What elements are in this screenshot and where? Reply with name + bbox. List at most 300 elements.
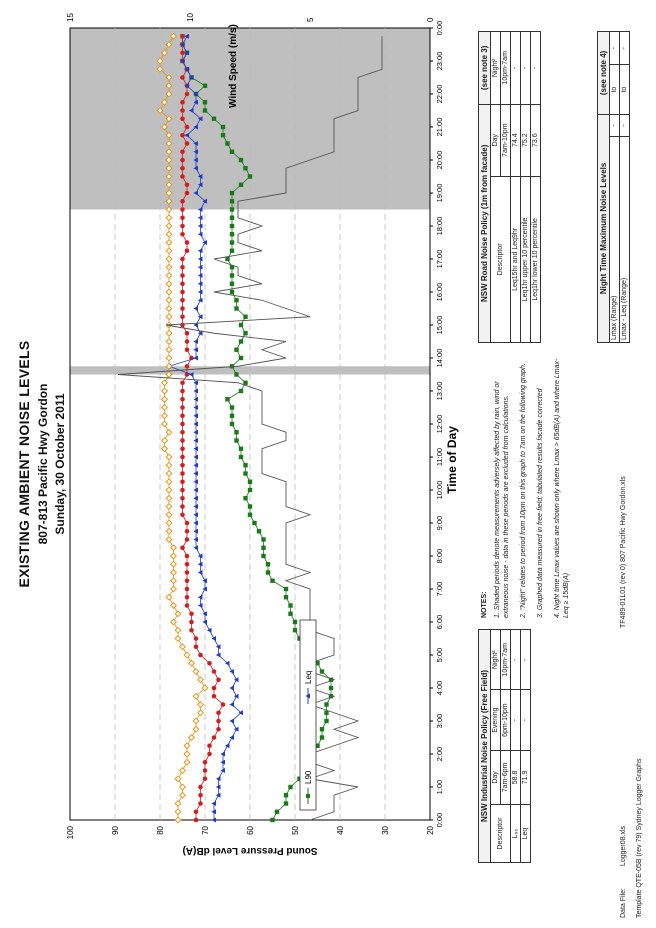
y-tick-label: 60 — [246, 826, 255, 835]
series-l90-point — [284, 801, 288, 805]
night-table-title: Night Time Maximum Noise Levels — [598, 114, 610, 342]
series-l10-point — [221, 702, 226, 707]
cell: - — [521, 32, 531, 105]
note-2: 2. "Night" relates to period from 10pm on this graph to 7am on the following graph. — [520, 363, 527, 618]
series-l10-point — [198, 801, 203, 806]
x-tick-label: 0:00 — [435, 812, 444, 828]
series-l90-point — [324, 702, 328, 706]
series-l10-point — [185, 578, 190, 583]
series-lmax-point — [175, 627, 181, 633]
series-l10-point — [203, 760, 208, 765]
y-tick-label: 80 — [156, 826, 165, 835]
series-lmax-point — [171, 578, 177, 584]
series-l10-point — [180, 306, 185, 311]
legend-l90-label: L90 — [304, 770, 313, 784]
legend-l90-marker — [306, 794, 310, 798]
series-lmax-point — [198, 702, 204, 708]
series-l90-point — [243, 166, 247, 170]
series-l90-point — [230, 240, 234, 244]
road-col-night-range: 10pm-7am — [501, 32, 511, 105]
series-lmax-point — [166, 504, 172, 510]
series-lmax-point — [175, 636, 181, 642]
note-1: 1. Shaded periods denote measurements adversely affected by rain, wind or extraneous noise - data in these periods are excluded from calculations. — [494, 381, 510, 618]
series-l90-point — [243, 496, 247, 500]
series-lmax-point — [162, 380, 168, 386]
series-l90-point — [239, 158, 243, 162]
series-l90-point — [252, 521, 256, 525]
series-l10-point — [185, 191, 190, 196]
x-tick-label: 6:00 — [435, 614, 444, 630]
y-tick-label: 90 — [111, 826, 120, 835]
series-lmax-point — [166, 462, 172, 468]
industrial-col-day-range: 7am-6pm — [501, 750, 511, 804]
series-lmax-point — [166, 306, 172, 312]
series-l90-point — [248, 174, 252, 178]
y-tick-label: 20 — [426, 826, 435, 835]
series-l10-point — [185, 92, 190, 97]
x-tick-label: 12:00 — [435, 414, 444, 434]
series-l10-point — [198, 793, 203, 798]
series-l90-point — [266, 570, 270, 574]
series-l90-point — [230, 249, 234, 253]
industrial-noise-table — [478, 629, 531, 863]
y2-axis-title: Wind Speed (m/s) — [228, 24, 239, 108]
series-l10-point — [180, 323, 185, 328]
series-l90-point — [284, 793, 288, 797]
x-tick-label: 10:00 — [435, 480, 444, 500]
footer-data-file-name: Logger08.xls — [620, 825, 627, 867]
series-lmax-point — [180, 768, 186, 774]
series-lmax-point — [162, 421, 168, 427]
series-lmax-point — [166, 248, 172, 254]
series-lmax-point — [166, 231, 172, 237]
footer-data-file — [620, 826, 627, 918]
x-tick-label: 2:00 — [435, 746, 444, 762]
row-label: Lmax - Leq (Range) — [620, 137, 630, 343]
footer-template: Template QTE-05B (rev 79) Sydney Logger Graphs — [636, 758, 643, 918]
series-l10-point — [180, 438, 185, 443]
series-lmax-point — [162, 438, 168, 444]
series-l10-point — [185, 339, 190, 344]
industrial-descriptor-header: Descriptor — [491, 805, 511, 863]
series-l90-point — [270, 818, 274, 822]
series-lmax-point — [162, 413, 168, 419]
y2-tick-label: 15 — [66, 13, 75, 22]
x-axis-title: Time of Day — [445, 426, 459, 494]
series-lmax-point — [166, 289, 172, 295]
series-lmax-point — [166, 240, 172, 246]
series-lmax-point — [184, 743, 190, 749]
series-l90-point — [230, 290, 234, 294]
table-row — [521, 32, 531, 343]
footer-data-file-label: Data File: — [620, 888, 627, 918]
series-l10-point — [180, 380, 185, 385]
series-l90-point — [324, 711, 328, 715]
series-lmax-point — [166, 314, 172, 320]
x-tick-label: 1:00 — [435, 779, 444, 795]
y-tick-label: 100 — [66, 826, 75, 840]
series-l10-point — [185, 240, 190, 245]
series-l90-point — [225, 141, 229, 145]
series-l10-point — [185, 182, 190, 187]
series-l10-point — [185, 562, 190, 567]
series-lmax-point — [184, 759, 190, 765]
series-l10-point — [180, 512, 185, 517]
industrial-table-title: NSW Industrial Noise Policy (Free Field) — [479, 630, 491, 863]
row-label: Leq — [521, 805, 531, 863]
series-l10-point — [203, 768, 208, 773]
row-label: Lmax (Range) — [610, 137, 620, 343]
series-l10-point — [180, 100, 185, 105]
y-tick-label: 30 — [381, 826, 390, 835]
x-tick-label: 3:00 — [435, 713, 444, 729]
series-l10-point — [180, 479, 185, 484]
series-l10-point — [180, 207, 185, 212]
series-l90-point — [230, 207, 234, 211]
series-l90-point — [243, 463, 247, 467]
series-lmax-point — [180, 792, 186, 798]
series-l10-point — [180, 133, 185, 138]
road-noise-table — [478, 31, 541, 343]
series-l10-point — [180, 496, 185, 501]
y2-tick-label: 5 — [306, 17, 315, 22]
series-l10-point — [180, 232, 185, 237]
series-l10-point — [180, 158, 185, 163]
cell: 71.9 — [521, 750, 531, 804]
series-l90-point — [248, 480, 252, 484]
series-lmax-point — [166, 594, 172, 600]
series-l90-point — [261, 546, 265, 550]
series-l90-point — [243, 471, 247, 475]
series-l10-point — [180, 405, 185, 410]
series-l10-point — [185, 587, 190, 592]
series-l90-point — [221, 125, 225, 129]
cell: - — [511, 32, 521, 105]
series-l10-point — [185, 248, 190, 253]
series-l90-point — [320, 735, 324, 739]
series-l10-point — [180, 149, 185, 154]
series-l10-point — [185, 347, 190, 352]
series-lmax-point — [166, 264, 172, 270]
series-l10-point — [216, 719, 221, 724]
series-leq-point — [198, 314, 203, 319]
series-lmax-point — [198, 710, 204, 716]
note-4: 4. Night time Lmax values are shown only where Lmax > 65dB(A) and where Lmax-Leq ≥ 15dB(A) — [554, 358, 570, 618]
series-l90-point — [203, 100, 207, 104]
night-max-table — [597, 31, 630, 343]
x-tick-label: 9:00 — [435, 515, 444, 531]
series-l10-point — [185, 595, 190, 600]
series-lmax-point — [166, 297, 172, 303]
series-lmax-point — [166, 520, 172, 526]
series-l10-point — [180, 504, 185, 509]
series-lmax-point — [162, 446, 168, 452]
series-l90-point — [284, 587, 288, 591]
series-l90-point — [230, 191, 234, 195]
series-l90-point — [221, 133, 225, 137]
series-l10-point — [194, 818, 199, 823]
series-l90-point — [230, 414, 234, 418]
x-tick-label: 8:00 — [435, 548, 444, 564]
series-l90-point — [234, 348, 238, 352]
series-l10-point — [185, 603, 190, 608]
series-l10-point — [180, 455, 185, 460]
cell: - — [620, 32, 630, 65]
legend-leq-label: Leq — [304, 670, 313, 684]
cell: to — [620, 65, 630, 114]
series-l10-point — [194, 644, 199, 649]
series-l10-point — [180, 298, 185, 303]
series-l90-point — [270, 579, 274, 583]
series-l10-point — [180, 422, 185, 427]
series-lmax-point — [166, 281, 172, 287]
series-l10-point — [207, 743, 212, 748]
series-l90-point — [284, 595, 288, 599]
row-label: Leq1hr upper 10 percentile — [521, 176, 531, 342]
cell: - — [521, 630, 531, 690]
road-col-day: Day — [491, 104, 501, 176]
series-l10-point — [180, 174, 185, 179]
series-lmax-point — [175, 776, 181, 782]
series-l10-point — [212, 735, 217, 740]
x-tick-label: 22:00 — [435, 84, 444, 104]
series-lmax-point — [193, 726, 199, 732]
series-l10-point — [180, 389, 185, 394]
series-l90-point — [239, 455, 243, 459]
series-leq-point — [234, 694, 239, 699]
series-lmax-point — [171, 553, 177, 559]
series-l10-point — [185, 141, 190, 146]
x-tick-label: 18:00 — [435, 216, 444, 236]
series-l90-point — [275, 810, 279, 814]
x-tick-label: 0:00 — [435, 20, 444, 36]
series-l90-point — [243, 331, 247, 335]
series-l10-point — [180, 397, 185, 402]
series-lmax-point — [184, 652, 190, 658]
series-l90-point — [230, 405, 234, 409]
series-l10-point — [180, 199, 185, 204]
series-l10-point — [180, 257, 185, 262]
series-l90-point — [234, 430, 238, 434]
series-l90-point — [288, 612, 292, 616]
series-l90-point — [234, 438, 238, 442]
series-lmax-point — [171, 619, 177, 625]
series-l90-point — [234, 372, 238, 376]
series-l90-point — [230, 273, 234, 277]
series-lmax-point — [166, 273, 172, 279]
series-l10-point — [180, 224, 185, 229]
series-l90-point — [239, 339, 243, 343]
road-col-night: Night² — [491, 32, 501, 105]
series-lmax-point — [175, 801, 181, 807]
series-lmax-point — [166, 330, 172, 336]
series-l10-point — [180, 430, 185, 435]
series-lmax-point — [166, 479, 172, 485]
y2-tick-label: 10 — [186, 13, 195, 22]
series-l10-point — [180, 265, 185, 270]
series-lmax-point — [175, 809, 181, 815]
series-l10-point — [180, 281, 185, 286]
series-lmax-point — [166, 429, 172, 435]
road-descriptor-header: Descriptor — [491, 176, 511, 342]
series-l10-point — [198, 653, 203, 658]
series-l10-point — [180, 413, 185, 418]
series-l10-point — [180, 215, 185, 220]
series-l90-point — [248, 513, 252, 517]
table-row — [531, 32, 541, 343]
row-label: Leq1hr lower 10 percentile — [531, 176, 541, 342]
industrial-col-evening: Evening — [491, 690, 501, 750]
cell: - — [610, 32, 620, 65]
series-l90-point — [261, 537, 265, 541]
row-label: Leq15hr and Leq9hr — [511, 176, 521, 342]
note-3: 3. Graphed data measured in free-field; tabulated results facade corrected — [537, 388, 544, 618]
series-l10-point — [180, 273, 185, 278]
page-date: Sunday, 30 October 2011 — [53, 393, 67, 535]
x-tick-label: 13:00 — [435, 381, 444, 401]
series-l10-point — [216, 710, 221, 715]
y-tick-label: 70 — [201, 826, 210, 835]
industrial-col-day: Day — [491, 750, 501, 804]
series-l10-point — [185, 537, 190, 542]
series-l90-point — [324, 719, 328, 723]
series-lmax-point — [166, 347, 172, 353]
table-row — [521, 630, 531, 863]
cell: 74.4 — [511, 104, 521, 176]
series-leq-point — [229, 686, 234, 691]
series-l90-point — [225, 397, 229, 401]
series-l90-point — [239, 183, 243, 187]
series-l10-point — [180, 75, 185, 80]
series-leq-point — [193, 306, 198, 311]
series-lmax-point — [175, 611, 181, 617]
x-tick-label: 15:00 — [435, 315, 444, 335]
series-l90-point — [212, 117, 216, 121]
x-tick-label: 11:00 — [435, 447, 444, 467]
cell: - — [610, 114, 620, 136]
road-table-title: NSW Road Noise Policy (1m from facade) — [479, 104, 491, 342]
x-tick-label: 16:00 — [435, 282, 444, 302]
series-l10-point — [180, 446, 185, 451]
series-lmax-point — [171, 603, 177, 609]
series-lmax-point — [193, 669, 199, 675]
series-l90-point — [239, 447, 243, 451]
series-lmax-point — [166, 355, 172, 361]
series-l90-point — [230, 282, 234, 286]
table-row — [511, 32, 521, 343]
y2-tick-label: 0 — [426, 17, 435, 22]
y-tick-label: 40 — [336, 826, 345, 835]
series-l90-point — [261, 554, 265, 558]
series-l90-point — [243, 381, 247, 385]
series-l90-point — [320, 727, 324, 731]
series-lmax-point — [198, 677, 204, 683]
x-tick-label: 7:00 — [435, 581, 444, 597]
notes-block — [480, 353, 579, 618]
series-l90-point — [234, 298, 238, 302]
series-l90-point — [320, 669, 324, 673]
x-tick-label: 20:00 — [435, 150, 444, 170]
page-title: EXISTING AMBIENT NOISE LEVELS — [16, 340, 32, 588]
series-l10-point — [212, 669, 217, 674]
series-lmax-point — [166, 528, 172, 534]
series-l10-point — [185, 529, 190, 534]
series-l90-point — [248, 504, 252, 508]
cell: - — [620, 114, 630, 136]
cell: 58.8 — [511, 750, 521, 804]
cell: 75.2 — [521, 104, 531, 176]
series-lmax-point — [166, 495, 172, 501]
series-lmax-point — [166, 256, 172, 262]
series-l10-point — [194, 636, 199, 641]
series-l10-point — [207, 752, 212, 757]
x-tick-label: 19:00 — [435, 183, 444, 203]
cell: - — [511, 690, 521, 750]
series-l10-point — [185, 521, 190, 526]
series-leq-point — [211, 636, 216, 641]
series-leq-point — [225, 743, 230, 748]
series-lmax-point — [184, 751, 190, 757]
series-l10-point — [180, 314, 185, 319]
series-l90-point — [230, 422, 234, 426]
series-l90-point — [230, 232, 234, 236]
series-l90-point — [203, 108, 207, 112]
x-tick-label: 23:00 — [435, 51, 444, 71]
footer-ref: TF489-01L01 (rev 0) 807 Pacific Hwy Gordon.xls — [620, 476, 627, 628]
series-l90-point — [239, 389, 243, 393]
series-l10-point — [180, 290, 185, 295]
series-l10-point — [189, 628, 194, 633]
y-tick-label: 50 — [291, 826, 300, 835]
series-l90-point — [293, 628, 297, 632]
series-l90-point — [257, 529, 261, 533]
series-l10-point — [180, 463, 185, 468]
series-l10-point — [185, 554, 190, 559]
x-tick-label: 5:00 — [435, 647, 444, 663]
series-lmax-point — [166, 339, 172, 345]
series-l10-point — [180, 488, 185, 493]
series-lmax-point — [162, 405, 168, 411]
series-leq-point — [229, 702, 234, 707]
series-l90-point — [230, 199, 234, 203]
series-l10-point — [180, 50, 185, 55]
series-lmax-point — [166, 223, 172, 229]
series-l10-point — [203, 776, 208, 781]
series-l10-point — [180, 545, 185, 550]
series-lmax-point — [193, 718, 199, 724]
series-l90-point — [266, 562, 270, 566]
row-label: L₉₀ — [511, 805, 521, 863]
series-lmax-point — [171, 545, 177, 551]
series-leq-point — [229, 669, 234, 674]
series-l10-point — [189, 611, 194, 616]
notes-heading: NOTES: — [481, 591, 488, 618]
series-leq-point — [207, 628, 212, 633]
series-l10-point — [212, 694, 217, 699]
series-lmax-point — [171, 586, 177, 592]
series-l90-point — [230, 150, 234, 154]
series-lmax-point — [162, 396, 168, 402]
series-l10-point — [216, 677, 221, 682]
series-l10-point — [180, 34, 185, 39]
series-l90-point — [234, 306, 238, 310]
cell: 73.6 — [531, 104, 541, 176]
cell: - — [511, 630, 521, 690]
series-l90-point — [243, 315, 247, 319]
industrial-col-evening-range: 6pm-10pm — [501, 690, 511, 750]
series-lmax-point — [166, 487, 172, 493]
x-tick-label: 17:00 — [435, 249, 444, 269]
